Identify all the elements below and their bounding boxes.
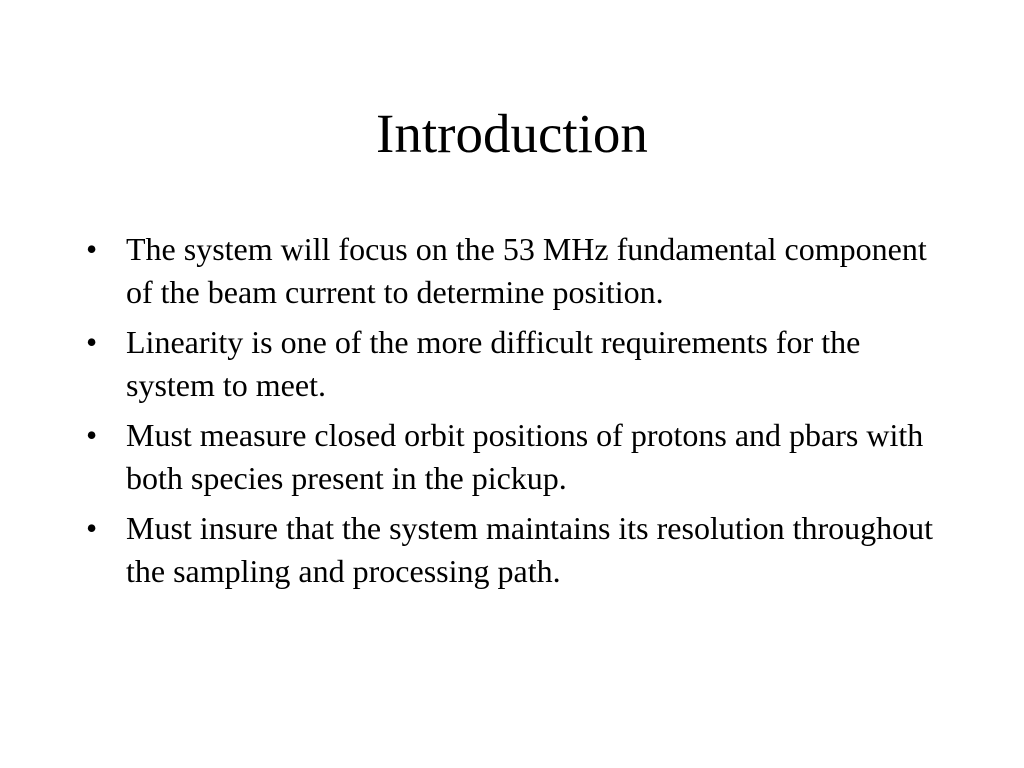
bullet-text: Linearity is one of the more difficult requirements for the system to meet.: [126, 324, 861, 403]
bullet-item: [86, 414, 956, 500]
bullet-marker: •: [86, 510, 98, 546]
bullet-item: [86, 228, 956, 314]
bullet-marker: •: [86, 324, 98, 360]
slide-title: Introduction: [376, 103, 648, 164]
bullet-item: [86, 321, 956, 407]
bullet-list: [86, 228, 956, 600]
bullet-marker: •: [86, 231, 98, 267]
bullet-marker: •: [86, 417, 98, 453]
bullet-text: The system will focus on the 53 MHz fundamental component of the beam current to determine position.: [126, 231, 927, 310]
bullet-text: Must measure closed orbit positions of protons and pbars with both species present in the pickup.: [126, 417, 924, 496]
bullet-text: Must insure that the system maintains its resolution throughout the sampling and processing path.: [126, 510, 934, 589]
bullet-item: [86, 507, 956, 593]
